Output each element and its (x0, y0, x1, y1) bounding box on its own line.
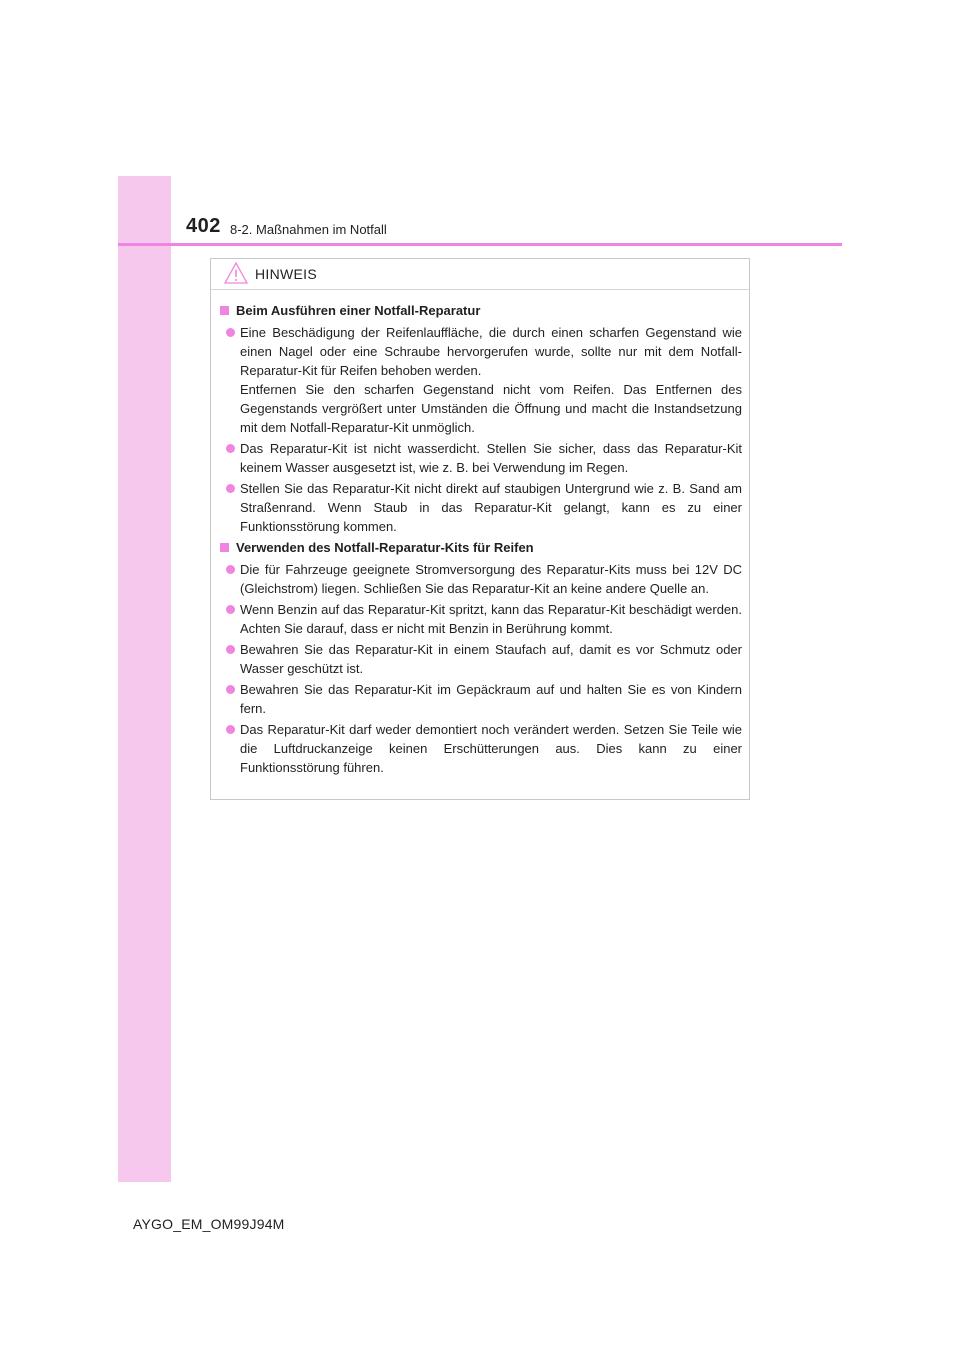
round-bullet-icon (226, 328, 235, 337)
section-heading-text: Verwenden des Notfall-Reparatur-Kits für Reifen (236, 540, 534, 555)
header-rule (118, 243, 842, 246)
warning-triangle-icon (224, 262, 248, 284)
bullet-text (240, 439, 742, 477)
bullet-text (240, 560, 742, 598)
square-bullet-icon (220, 306, 229, 315)
bullet-text (240, 323, 742, 437)
round-bullet-icon (226, 645, 235, 654)
document-code: AYGO_EM_OM99J94M (133, 1216, 285, 1232)
round-bullet-icon (226, 605, 235, 614)
bullet-paragraph: Das Reparatur-Kit ist nicht wasserdicht. Stellen Sie sicher, dass das Reparatur-Kit keinem Wasser ausgesetzt ist, wie z. B. bei Verwendung im Regen. (240, 441, 742, 475)
bullet-paragraph: Stellen Sie das Reparatur-Kit nicht direkt auf staubigen Untergrund wie z. B. Sand am Straßenrand. Wenn Staub in das Reparatur-Kit gelangt, kann es zu einer Funktionsstörung kommen. (240, 481, 742, 534)
round-bullet-icon (226, 685, 235, 694)
bullet-item (218, 560, 742, 598)
bullet-item (218, 640, 742, 678)
bullet-paragraph: Bewahren Sie das Reparatur-Kit in einem Staufach auf, damit es vor Schmutz oder Wasser geschützt ist. (240, 642, 742, 676)
section-heading (218, 301, 742, 320)
bullet-text (240, 600, 742, 638)
bullet-text (240, 479, 742, 536)
bullet-paragraph: Bewahren Sie das Reparatur-Kit im Gepäckraum auf und halten Sie es von Kindern fern. (240, 682, 742, 716)
bullet-paragraph: Eine Beschädigung der Reifenlauffläche, die durch einen scharfen Gegenstand wie einen Nagel oder eine Schraube hervorgerufen wurde, sollte nur mit dem Notfall-Reparatur-Kit für Reifen behoben werden. (240, 325, 742, 378)
notice-body (211, 290, 749, 777)
bullet-paragraph: Entfernen Sie den scharfen Gegenstand nicht vom Reifen. Das Entfernen des Gegenstands vergrößert unter Umständen die Öffnung und macht die Instandsetzung mit dem Notfall-Reparatur-Kit unmöglich. (240, 382, 742, 435)
bullet-item (218, 680, 742, 718)
section-title: 8-2. Maßnahmen im Notfall (230, 222, 387, 237)
round-bullet-icon (226, 444, 235, 453)
bullet-text (240, 680, 742, 718)
bullet-item (218, 600, 742, 638)
section-heading-text: Beim Ausführen einer Notfall-Reparatur (236, 303, 481, 318)
round-bullet-icon (226, 565, 235, 574)
notice-header (211, 259, 749, 290)
bullet-item (218, 479, 742, 536)
bullet-item (218, 323, 742, 437)
round-bullet-icon (226, 484, 235, 493)
bullet-item (218, 439, 742, 477)
page-number: 402 (186, 215, 221, 237)
round-bullet-icon (226, 725, 235, 734)
bullet-paragraph: Wenn Benzin auf das Reparatur-Kit spritzt, kann das Reparatur-Kit beschädigt werden. Achten Sie darauf, dass er nicht mit Benzin in Berührung kommt. (240, 602, 742, 636)
bullet-text (240, 720, 742, 777)
square-bullet-icon (220, 543, 229, 552)
section-heading (218, 538, 742, 557)
notice-box (210, 258, 750, 800)
bullet-item (218, 720, 742, 777)
bullet-text (240, 640, 742, 678)
bullet-paragraph: Die für Fahrzeuge geeignete Stromversorgung des Reparatur-Kits muss bei 12V DC (Gleichstrom) liegen. Schließen Sie das Reparatur-Kit an keine andere Quelle an. (240, 562, 742, 596)
side-tab-bar (118, 176, 171, 1182)
bullet-paragraph: Das Reparatur-Kit darf weder demontiert noch verändert werden. Setzen Sie Teile wie die Luftdruckanzeige keinen Erschütterungen aus. Dies kann zu einer Funktionsstörung führen. (240, 722, 742, 775)
notice-title: HINWEIS (255, 266, 317, 282)
